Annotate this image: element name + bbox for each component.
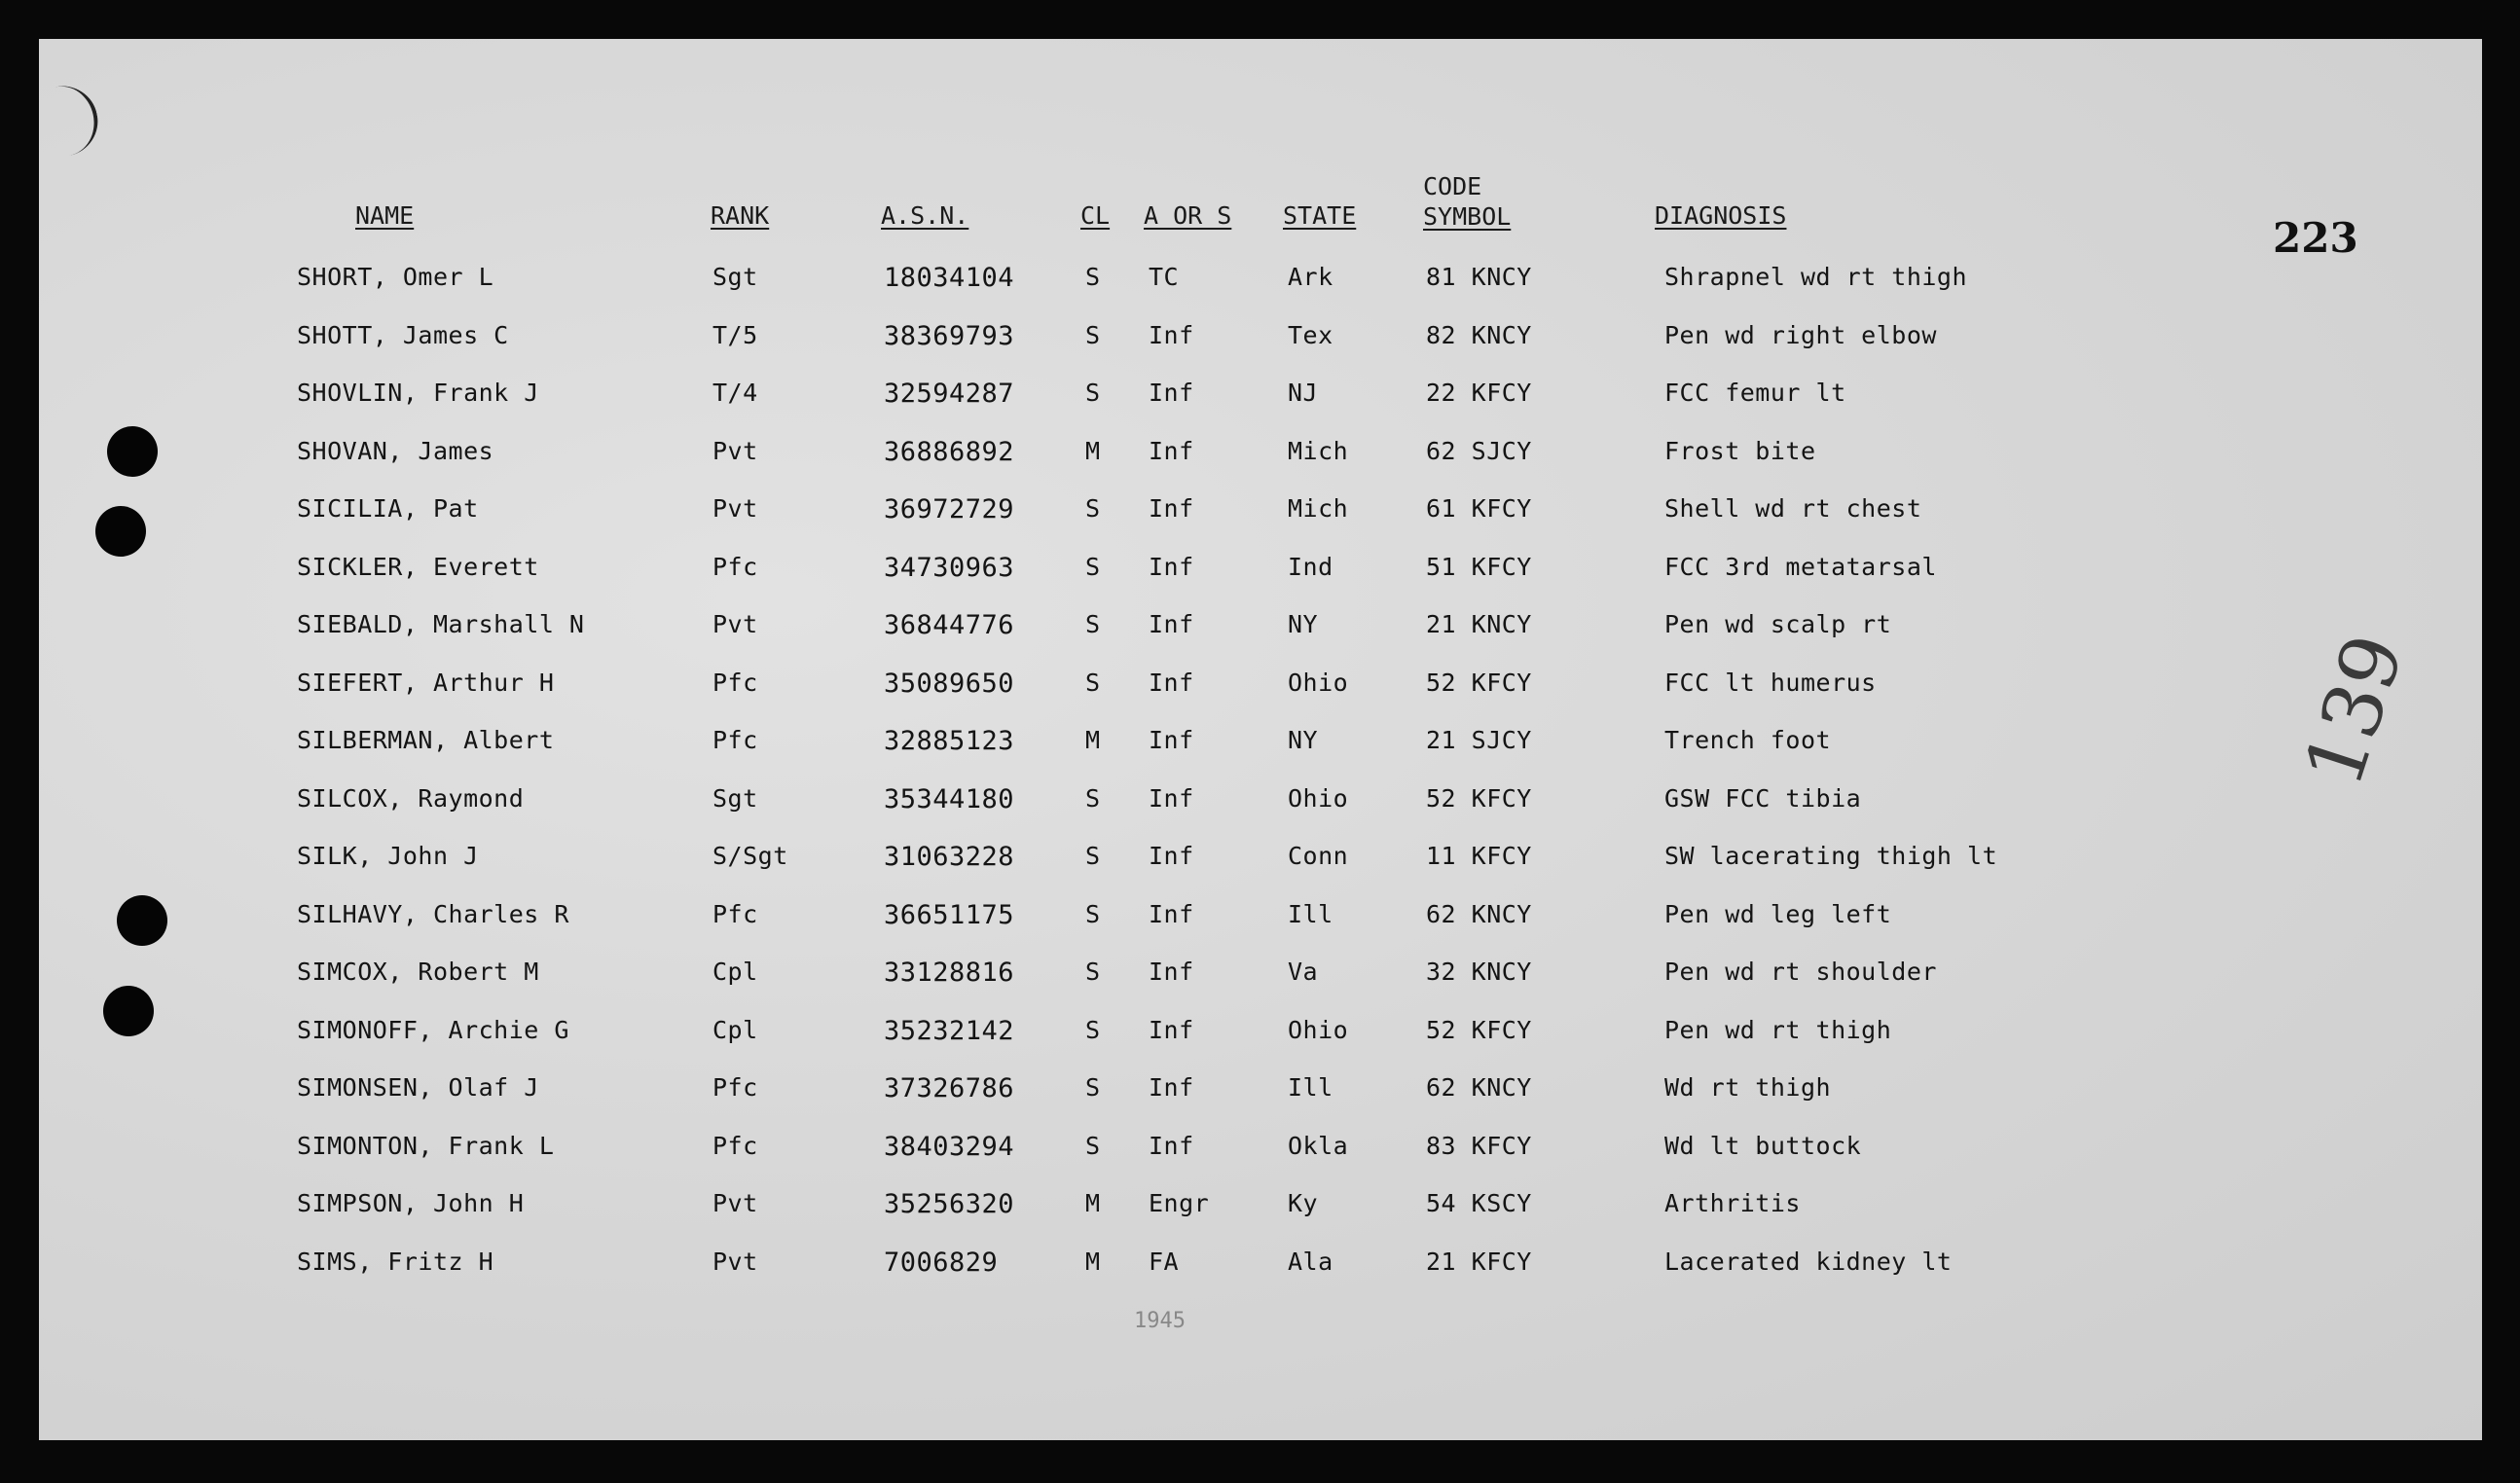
diagnosis-cell: Pen wd leg left [1664, 900, 1892, 928]
state-cell: Ky [1288, 1189, 1319, 1217]
header-diagnosis: DIAGNOSIS [1655, 201, 1787, 230]
name-cell: SIMONOFF, Archie G [297, 1016, 569, 1044]
asn-cell: 7006829 [884, 1248, 999, 1278]
diagnosis-cell: FCC femur lt [1664, 379, 1846, 407]
class-cell: M [1085, 726, 1101, 754]
header-code-line1: CODE [1423, 172, 1482, 200]
branch-cell: Inf [1149, 842, 1194, 870]
table-row [0, 784, 2520, 823]
class-cell: S [1085, 610, 1101, 638]
rank-cell: Pvt [712, 1248, 758, 1276]
code-symbol-cell: 62 KNCY [1426, 900, 1532, 928]
diagnosis-cell: Trench foot [1664, 726, 1832, 754]
rank-cell: Pfc [712, 900, 758, 928]
table-row [0, 321, 2520, 360]
asn-cell: 36972729 [884, 494, 1015, 524]
state-cell: Tex [1288, 321, 1333, 349]
name-cell: SILBERMAN, Albert [297, 726, 555, 754]
branch-cell: Inf [1149, 437, 1194, 465]
branch-cell: Inf [1149, 784, 1194, 813]
branch-cell: Inf [1149, 1073, 1194, 1102]
table-row [0, 553, 2520, 592]
code-symbol-cell: 21 KNCY [1426, 610, 1532, 638]
diagnosis-cell: Shrapnel wd rt thigh [1664, 263, 1968, 291]
header-a-or-s: A OR S [1144, 201, 1232, 230]
name-cell: SIMONSEN, Olaf J [297, 1073, 539, 1102]
state-cell: NY [1288, 610, 1319, 638]
rank-cell: Pvt [712, 437, 758, 465]
diagnosis-cell: Frost bite [1664, 437, 1816, 465]
state-cell: Ind [1288, 553, 1333, 581]
rank-cell: Sgt [712, 263, 758, 291]
table-row [0, 726, 2520, 765]
table-row [0, 842, 2520, 881]
table-row [0, 437, 2520, 476]
diagnosis-cell: GSW FCC tibia [1664, 784, 1862, 813]
name-cell: SHOVAN, James [297, 437, 494, 465]
table-row [0, 1189, 2520, 1228]
rank-cell: Pfc [712, 1073, 758, 1102]
code-symbol-cell: 52 KFCY [1426, 784, 1532, 813]
header-name: NAME [355, 201, 415, 230]
branch-cell: FA [1149, 1248, 1180, 1276]
rank-cell: Sgt [712, 784, 758, 813]
code-symbol-cell: 61 KFCY [1426, 494, 1532, 523]
name-cell: SHORT, Omer L [297, 263, 494, 291]
diagnosis-cell: FCC lt humerus [1664, 669, 1877, 697]
diagnosis-cell: Pen wd scalp rt [1664, 610, 1892, 638]
asn-cell: 38403294 [884, 1132, 1015, 1162]
rank-cell: Pfc [712, 669, 758, 697]
class-cell: S [1085, 494, 1101, 523]
name-cell: SIMONTON, Frank L [297, 1132, 555, 1160]
branch-cell: Inf [1149, 553, 1194, 581]
asn-cell: 37326786 [884, 1073, 1015, 1103]
asn-cell: 35344180 [884, 784, 1015, 814]
class-cell: S [1085, 553, 1101, 581]
header-asn: A.S.N. [881, 201, 969, 230]
table-row [0, 1132, 2520, 1171]
name-cell: SIMPSON, John H [297, 1189, 525, 1217]
class-cell: S [1085, 1132, 1101, 1160]
state-cell: Ohio [1288, 669, 1349, 697]
rank-cell: Pvt [712, 494, 758, 523]
branch-cell: Inf [1149, 494, 1194, 523]
page-number: 223 [2273, 214, 2358, 262]
state-cell: Conn [1288, 842, 1349, 870]
state-cell: Ark [1288, 263, 1333, 291]
asn-cell: 34730963 [884, 553, 1015, 583]
state-cell: Va [1288, 958, 1319, 986]
rank-cell: T/5 [712, 321, 758, 349]
state-cell: Ill [1288, 1073, 1333, 1102]
name-cell: SIEFERT, Arthur H [297, 669, 555, 697]
diagnosis-cell: Pen wd right elbow [1664, 321, 1937, 349]
branch-cell: Inf [1149, 726, 1194, 754]
diagnosis-cell: Pen wd rt thigh [1664, 1016, 1892, 1044]
table-row [0, 1016, 2520, 1055]
diagnosis-cell: Lacerated kidney lt [1664, 1248, 1953, 1276]
branch-cell: TC [1149, 263, 1180, 291]
asn-cell: 32885123 [884, 726, 1015, 756]
state-cell: Ill [1288, 900, 1333, 928]
branch-cell: Inf [1149, 610, 1194, 638]
class-cell: M [1085, 1189, 1101, 1217]
table-row [0, 610, 2520, 649]
rank-cell: Cpl [712, 958, 758, 986]
state-cell: Ohio [1288, 1016, 1349, 1044]
table-row [0, 900, 2520, 939]
code-symbol-cell: 11 KFCY [1426, 842, 1532, 870]
name-cell: SICILIA, Pat [297, 494, 479, 523]
state-cell: Mich [1288, 437, 1349, 465]
code-symbol-cell: 81 KNCY [1426, 263, 1532, 291]
branch-cell: Engr [1149, 1189, 1210, 1217]
rank-cell: Pfc [712, 1132, 758, 1160]
state-cell: Okla [1288, 1132, 1349, 1160]
diagnosis-cell: Wd rt thigh [1664, 1073, 1832, 1102]
asn-cell: 36844776 [884, 610, 1015, 640]
code-symbol-cell: 52 KFCY [1426, 669, 1532, 697]
asn-cell: 18034104 [884, 263, 1015, 293]
state-cell: NY [1288, 726, 1319, 754]
class-cell: S [1085, 669, 1101, 697]
code-symbol-cell: 32 KNCY [1426, 958, 1532, 986]
class-cell: S [1085, 321, 1101, 349]
asn-cell: 36651175 [884, 900, 1015, 930]
branch-cell: Inf [1149, 958, 1194, 986]
rank-cell: Pfc [712, 726, 758, 754]
asn-cell: 36886892 [884, 437, 1015, 467]
name-cell: SHOVLIN, Frank J [297, 379, 539, 407]
name-cell: SHOTT, James C [297, 321, 509, 349]
code-symbol-cell: 54 KSCY [1426, 1189, 1532, 1217]
table-row [0, 669, 2520, 707]
code-symbol-cell: 83 KFCY [1426, 1132, 1532, 1160]
code-symbol-cell: 82 KNCY [1426, 321, 1532, 349]
branch-cell: Inf [1149, 1016, 1194, 1044]
asn-cell: 38369793 [884, 321, 1015, 351]
asn-cell: 33128816 [884, 958, 1015, 988]
header-rank: RANK [711, 201, 770, 230]
header-cl: CL [1080, 201, 1111, 230]
branch-cell: Inf [1149, 900, 1194, 928]
table-row [0, 958, 2520, 996]
code-symbol-cell: 52 KFCY [1426, 1016, 1532, 1044]
footer-mark: 1945 [1134, 1309, 1186, 1333]
rank-cell: Pfc [712, 553, 758, 581]
asn-cell: 35089650 [884, 669, 1015, 699]
state-cell: Ala [1288, 1248, 1333, 1276]
class-cell: S [1085, 1073, 1101, 1102]
rank-cell: Cpl [712, 1016, 758, 1044]
rank-cell: T/4 [712, 379, 758, 407]
name-cell: SICKLER, Everett [297, 553, 539, 581]
diagnosis-cell: Arthritis [1664, 1189, 1801, 1217]
rank-cell: Pvt [712, 1189, 758, 1217]
table-row [0, 263, 2520, 302]
code-symbol-cell: 21 KFCY [1426, 1248, 1532, 1276]
name-cell: SIEBALD, Marshall N [297, 610, 585, 638]
asn-cell: 31063228 [884, 842, 1015, 872]
class-cell: S [1085, 958, 1101, 986]
table-row [0, 494, 2520, 533]
header-state: STATE [1283, 201, 1357, 230]
diagnosis-cell: FCC 3rd metatarsal [1664, 553, 1937, 581]
header-code-symbol [1423, 171, 1511, 232]
state-cell: Ohio [1288, 784, 1349, 813]
name-cell: SIMCOX, Robert M [297, 958, 539, 986]
diagnosis-cell: SW lacerating thigh lt [1664, 842, 1998, 870]
class-cell: S [1085, 784, 1101, 813]
code-symbol-cell: 62 SJCY [1426, 437, 1532, 465]
table-row [0, 1248, 2520, 1286]
class-cell: S [1085, 1016, 1101, 1044]
branch-cell: Inf [1149, 669, 1194, 697]
class-cell: M [1085, 1248, 1101, 1276]
table-row [0, 379, 2520, 417]
asn-cell: 32594287 [884, 379, 1015, 409]
margin-note: 139 [2287, 624, 2423, 798]
class-cell: M [1085, 437, 1101, 465]
header-code-line2: SYMBOL [1423, 202, 1512, 231]
name-cell: SILCOX, Raymond [297, 784, 525, 813]
class-cell: S [1085, 379, 1101, 407]
rank-cell: S/Sgt [712, 842, 788, 870]
diagnosis-cell: Pen wd rt shoulder [1664, 958, 1937, 986]
name-cell: SILHAVY, Charles R [297, 900, 569, 928]
diagnosis-cell: Wd lt buttock [1664, 1132, 1862, 1160]
asn-cell: 35232142 [884, 1016, 1015, 1046]
branch-cell: Inf [1149, 1132, 1194, 1160]
code-symbol-cell: 22 KFCY [1426, 379, 1532, 407]
name-cell: SILK, John J [297, 842, 479, 870]
state-cell: NJ [1288, 379, 1319, 407]
branch-cell: Inf [1149, 379, 1194, 407]
name-cell: SIMS, Fritz H [297, 1248, 494, 1276]
class-cell: S [1085, 842, 1101, 870]
diagnosis-cell: Shell wd rt chest [1664, 494, 1922, 523]
branch-cell: Inf [1149, 321, 1194, 349]
state-cell: Mich [1288, 494, 1349, 523]
rank-cell: Pvt [712, 610, 758, 638]
code-symbol-cell: 21 SJCY [1426, 726, 1532, 754]
asn-cell: 35256320 [884, 1189, 1015, 1219]
table-row [0, 1073, 2520, 1112]
class-cell: S [1085, 900, 1101, 928]
class-cell: S [1085, 263, 1101, 291]
code-symbol-cell: 51 KFCY [1426, 553, 1532, 581]
code-symbol-cell: 62 KNCY [1426, 1073, 1532, 1102]
